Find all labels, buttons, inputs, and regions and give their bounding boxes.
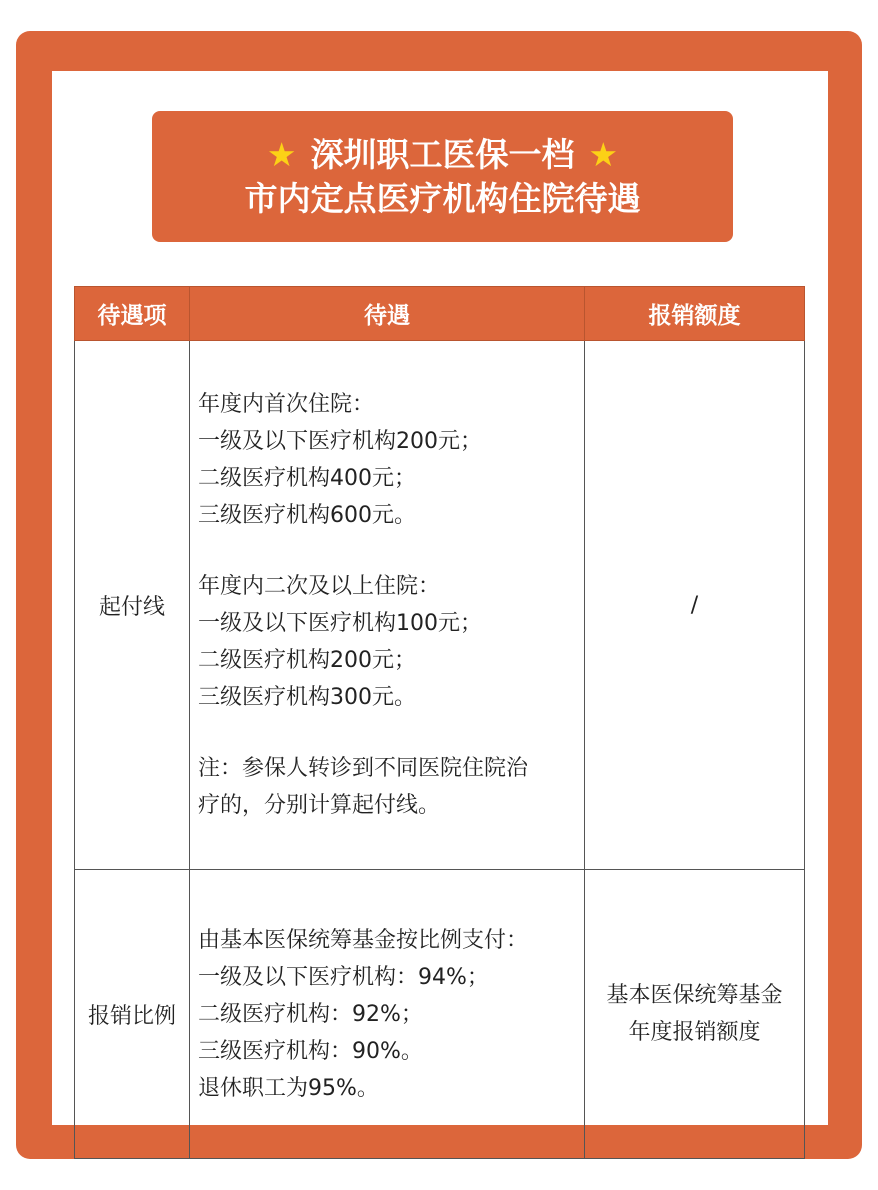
table-header-row	[75, 287, 805, 341]
benefit-line: 一级及以下医疗机构：94%；	[198, 964, 489, 990]
benefit-line: 三级医疗机构：90%。	[198, 1038, 423, 1064]
benefit-line: 由基本医保统筹基金按比例支付：	[198, 927, 529, 953]
benefit-line: 退休职工为95%。	[198, 1075, 379, 1101]
header-quota: 报销额度	[585, 287, 805, 341]
benefit-line: 三级医疗机构600元。	[198, 503, 416, 528]
benefit-line: 二级医疗机构400元；	[198, 466, 416, 491]
benefit-line: 一级及以下医疗机构100元；	[198, 611, 482, 636]
quota-cell	[585, 870, 805, 1159]
quota-line: 基本医保统筹基金	[606, 983, 783, 1008]
quota-cell	[585, 341, 805, 870]
item-cell: 报销比例	[75, 870, 190, 1159]
item-cell: 起付线	[75, 341, 190, 870]
benefit-line: 二级医疗机构：92%；	[198, 1001, 423, 1027]
header-item: 待遇项	[75, 287, 190, 341]
title-text-1: 深圳职工医保一档	[310, 135, 575, 174]
benefit-line: 年度内二次及以上住院：	[198, 574, 441, 599]
title-line-2: 市内定点医疗机构住院待遇	[244, 179, 641, 218]
benefit-cell	[190, 341, 585, 870]
quota-line: 年度报销额度	[628, 1020, 761, 1045]
table-row	[75, 341, 805, 870]
note-line: 疗的，分别计算起付线。	[198, 793, 441, 818]
benefits-table	[74, 286, 805, 1159]
table-row	[75, 870, 805, 1159]
paragraph-gap	[198, 534, 578, 568]
header-benefit: 待遇	[190, 287, 585, 341]
benefit-line: 年度内首次住院：	[198, 392, 375, 417]
title-line-1	[152, 133, 733, 177]
benefit-line: 一级及以下医疗机构200元；	[198, 429, 482, 454]
benefit-line: 二级医疗机构200元；	[198, 648, 416, 673]
star-icon: ★	[588, 135, 619, 174]
benefit-cell	[190, 870, 585, 1159]
title-banner	[152, 111, 733, 242]
star-icon: ★	[266, 135, 297, 174]
benefit-line: 三级医疗机构300元。	[198, 685, 416, 710]
quota-line: /	[690, 592, 699, 618]
note-line: 注：参保人转诊到不同医院住院治	[198, 756, 529, 781]
paragraph-gap	[198, 716, 578, 750]
